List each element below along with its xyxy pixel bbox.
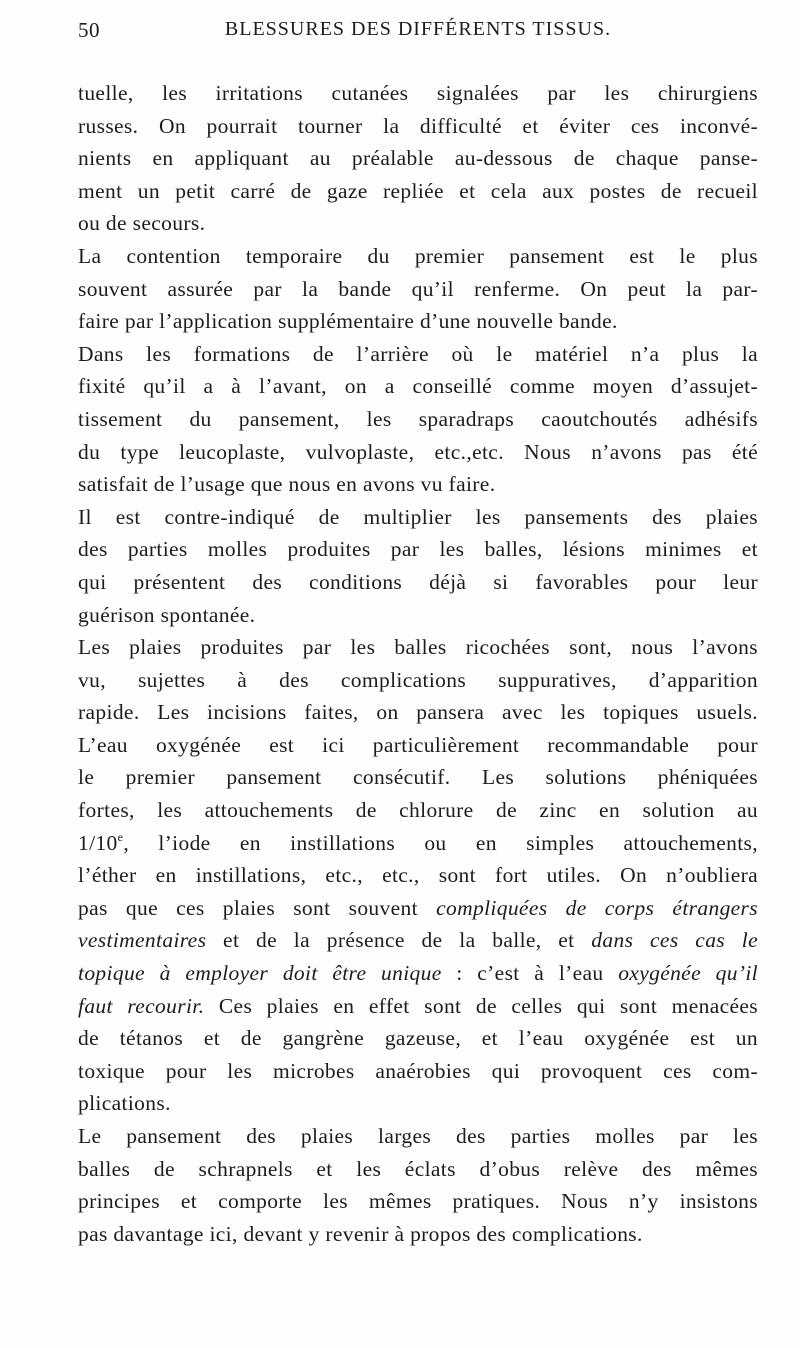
text-segment: , l’iode en instillations ou en simples attouchements, — [123, 830, 758, 855]
italic-text: compliquées de corps étrangers — [436, 895, 758, 920]
text-line: La contention temporaire du premier pansement est le plus — [78, 243, 758, 268]
italic-text: faut recourir. — [78, 993, 205, 1018]
text-line: le premier pansement consécutif. Les solutions phéniquées — [78, 765, 758, 790]
text-line — [78, 990, 758, 1023]
text-line: souvent assurée par la bande qu’il renferme. On peut la par- — [78, 276, 758, 301]
text-line: nients en appliquant au préalable au-dessous de chaque panse- — [78, 146, 758, 171]
text-line: Dans les formations de l’arrière où le matériel n’a plus la — [78, 341, 758, 366]
text-segment: pas que ces plaies sont souvent — [78, 895, 437, 920]
text-line: Il est contre-indiqué de multiplier les pansements des plaies — [78, 504, 758, 529]
text-line: guérison spontanée. — [78, 602, 256, 627]
text-line: fixité qu’il a à l’avant, on a conseillé comme moyen d’assujet- — [78, 374, 758, 399]
text-line: fortes, les attouchements de chlorure de zinc en solution au — [78, 798, 758, 823]
text-line: toxique pour les microbes anaérobies qui provoquent ces com- — [78, 1058, 758, 1083]
text-line: faire par l’application supplémentaire d’une nouvelle bande. — [78, 309, 618, 334]
text-line: pas davantage ici, devant y revenir à propos des complications. — [78, 1221, 643, 1246]
text-segment: : c’est à l’eau — [441, 961, 619, 986]
fraction-text: 1/10 — [78, 830, 118, 855]
text-line: satisfait de l’usage que nous en avons vu faire. — [78, 472, 496, 497]
text-line — [78, 924, 758, 957]
italic-text: dans ces cas le — [591, 928, 758, 953]
text-line: de tétanos et de gangrène gazeuse, et l’eau oxygénée est un — [78, 1026, 758, 1051]
italic-text: vestimentaires — [78, 928, 207, 953]
text-line — [78, 892, 758, 925]
running-header — [78, 18, 758, 46]
text-line: des parties molles produites par les balles, lésions minimes et — [78, 537, 758, 562]
italic-text: oxygénée qu’il — [618, 961, 758, 986]
text-line: vu, sujettes à des complications suppuratives, d’apparition — [78, 667, 758, 692]
text-line: tissement du pansement, les sparadraps caoutchoutés adhésifs — [78, 406, 758, 431]
text-line: plications. — [78, 1091, 171, 1116]
text-line: Les plaies produites par les balles ricochées sont, nous l’avons — [78, 635, 758, 660]
text-line: ment un petit carré de gaze repliée et cela aux postes de recueil — [78, 178, 758, 203]
text-line: l’éther en instillations, etc., etc., sont fort utiles. On n’oubliera — [78, 863, 758, 888]
text-line: rapide. Les incisions faites, on pansera avec les topiques usuels. — [78, 700, 758, 725]
text-segment: Ces plaies en effet sont de celles qui sont menacées — [204, 993, 758, 1018]
text-line: tuelle, les irritations cutanées signalées par les chirurgiens — [78, 81, 758, 105]
text-segment: et de la présence de la balle, et — [206, 928, 592, 953]
text-line: du type leucoplaste, vulvoplaste, etc.,etc. Nous n’avons pas été — [78, 439, 758, 464]
superscript: e — [117, 829, 124, 844]
text-line: Le pansement des plaies larges des parties molles par les — [78, 1124, 758, 1148]
italic-text: topique à employer doit être unique — [78, 961, 442, 986]
running-title: BLESSURES DES DIFFÉRENTS TISSUS. — [224, 18, 612, 40]
text-line: L’eau oxygénée est ici particulièrement recommandable pour — [78, 732, 758, 757]
text-line: principes et comporte les mêmes pratiques. Nous n’y insistons — [78, 1189, 758, 1214]
body-text — [78, 77, 758, 1250]
text-line — [78, 957, 758, 990]
page-number: 50 — [78, 18, 100, 42]
text-line: qui présentent des conditions déjà si favorables pour leur — [78, 569, 758, 594]
text-line — [78, 827, 758, 860]
text-line: ou de secours. — [78, 211, 206, 236]
text-line: balles de schrapnels et les éclats d’obus relève des mêmes — [78, 1156, 758, 1181]
text-line: russes. On pourrait tourner la difficulté et éviter ces inconvé- — [78, 113, 758, 138]
